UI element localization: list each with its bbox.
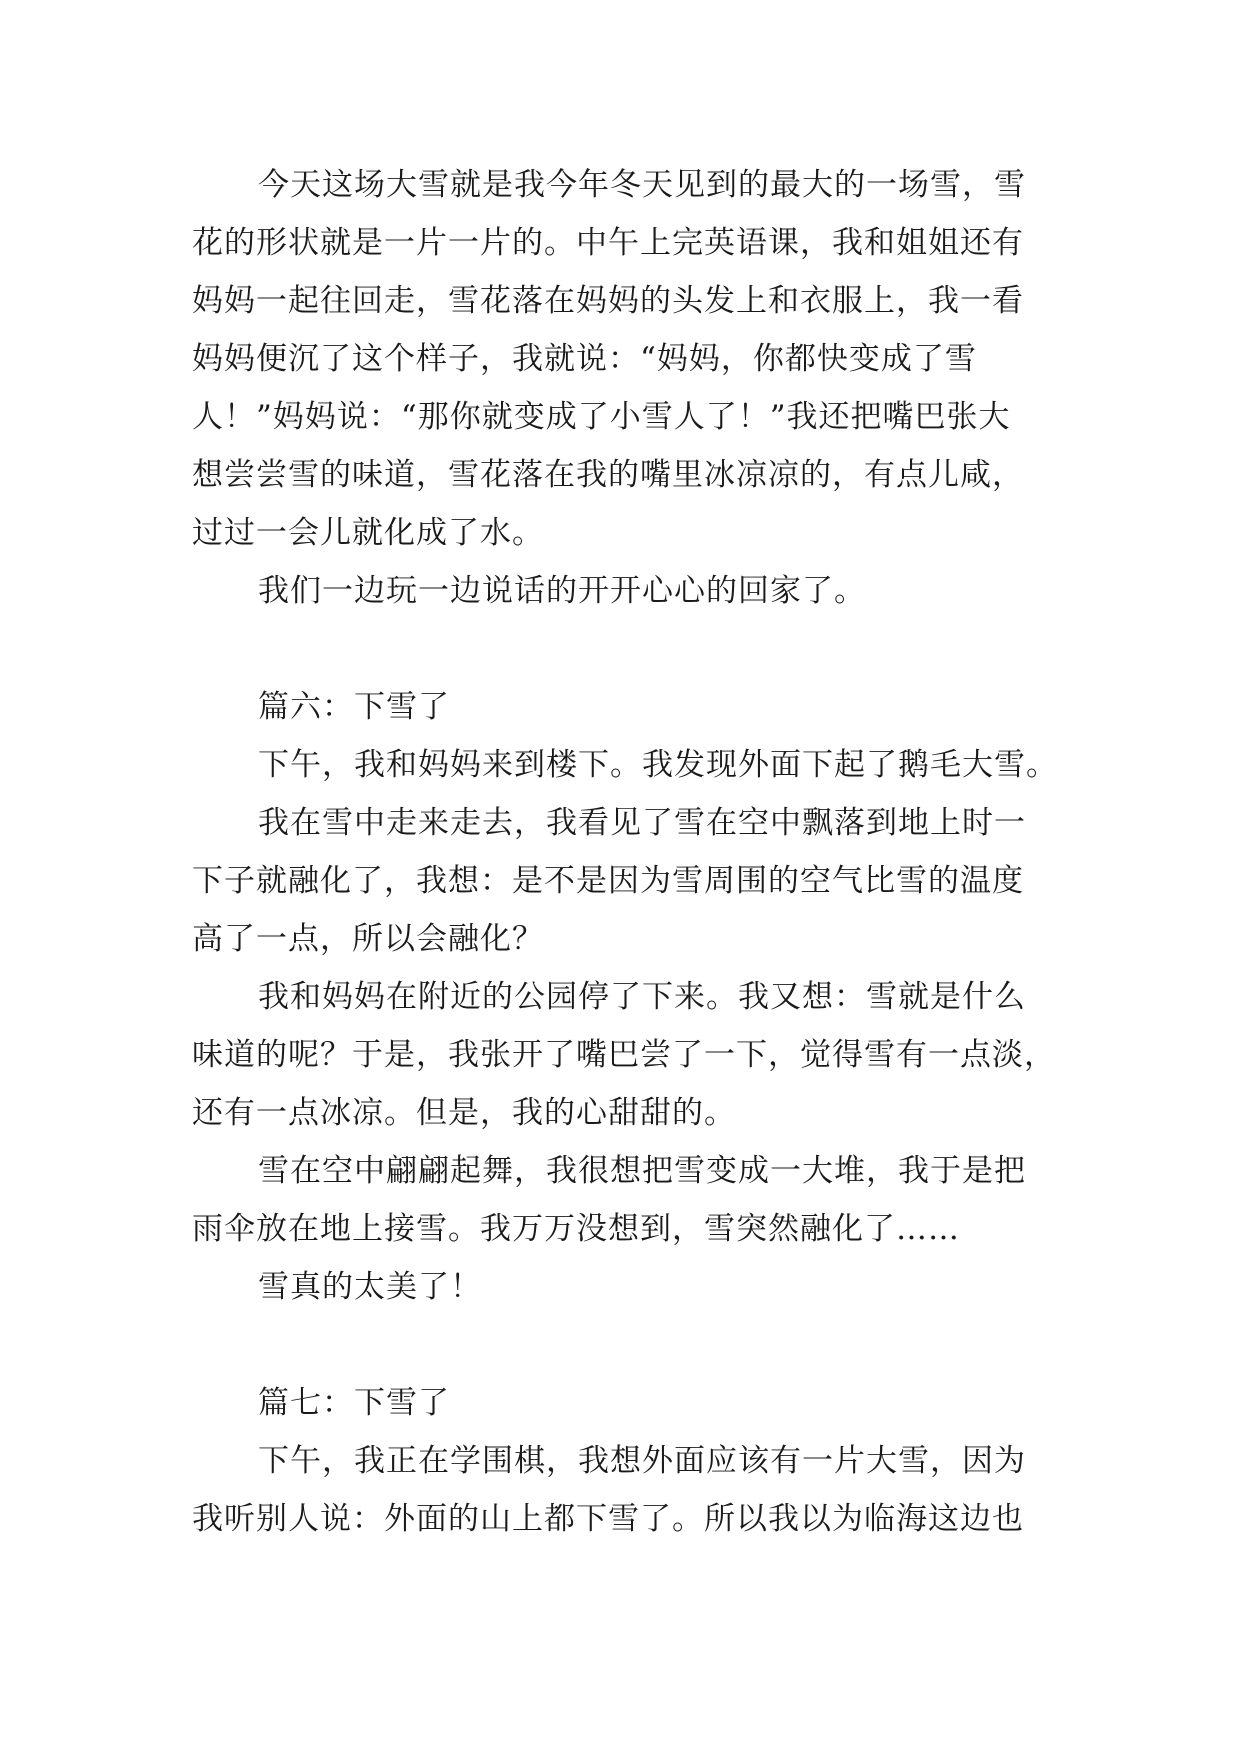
- paragraph-line: 今天这场大雪就是我今年冬天见到的最大的一场雪，雪: [258, 167, 1026, 203]
- paragraph-line: 我听别人说：外面的山上都下雪了。所以我以为临海这边也: [192, 1501, 1024, 1537]
- paragraph-line: 妈妈一起往回走，雪花落在妈妈的头发上和衣服上，我一看: [192, 283, 1024, 319]
- paragraph-line: 花的形状就是一片一片的。中午上完英语课，我和姐姐还有: [192, 225, 1024, 261]
- paragraph-line: 我在雪中走来走去，我看见了雪在空中飘落到地上时一: [258, 805, 1026, 841]
- paragraph-line: 想尝尝雪的味道，雪花落在我的嘴里冰凉凉的，有点儿咸，: [192, 457, 1024, 493]
- paragraph-line: 雪在空中翩翩起舞，我很想把雪变成一大堆，我于是把: [258, 1153, 1026, 1189]
- paragraph-line: 我和妈妈在附近的公园停了下来。我又想：雪就是什么: [258, 979, 1026, 1015]
- document-body: [192, 156, 1058, 1548]
- paragraph-line: 妈妈便沉了这个样子，我就说：“妈妈，你都快变成了雪: [192, 341, 977, 377]
- paragraph-line: 还有一点冰凉。但是，我的心甜甜的。: [192, 1095, 736, 1131]
- paragraph-line: 下午，我和妈妈来到楼下。我发现外面下起了鹅毛大雪。: [258, 747, 1058, 783]
- section-heading: 篇七：下雪了: [258, 1385, 450, 1421]
- paragraph-line: 味道的呢？于是，我张开了嘴巴尝了一下，觉得雪有一点淡，: [192, 1037, 1056, 1073]
- section-heading: 篇六：下雪了: [258, 689, 450, 725]
- paragraph-line: 雨伞放在地上接雪。我万万没想到，雪突然融化了……: [192, 1211, 960, 1247]
- paragraph-line: 雪真的太美了！: [258, 1269, 482, 1305]
- section-spacer: [192, 1316, 1052, 1374]
- paragraph-line: 人！”妈妈说：“那你就变成了小雪人了！”我还把嘴巴张大: [192, 399, 1011, 435]
- paragraph-line: 我们一边玩一边说话的开开心心的回家了。: [258, 573, 866, 609]
- section-spacer: [192, 620, 1052, 678]
- paragraph-line: 下午，我正在学围棋，我想外面应该有一片大雪，因为: [258, 1443, 1026, 1479]
- paragraph-line: 高了一点，所以会融化？: [192, 921, 544, 957]
- paragraph-line: 下子就融化了，我想：是不是因为雪周围的空气比雪的温度: [192, 863, 1024, 899]
- paragraph-line: 过过一会儿就化成了水。: [192, 515, 544, 551]
